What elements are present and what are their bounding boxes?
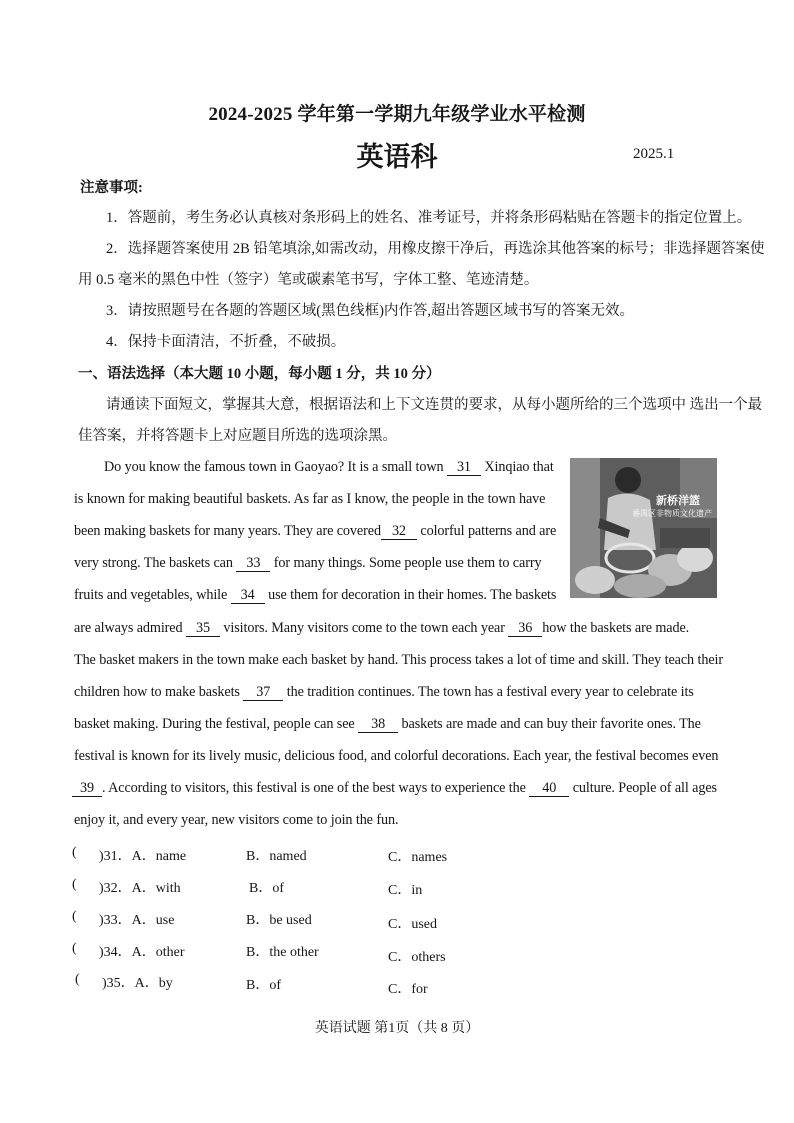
passage-text: basket making. During the festival, people can see xyxy=(74,716,359,732)
question-32-option-b[interactable]: B．of xyxy=(249,881,284,896)
passage-text: culture. People of all ages xyxy=(569,780,717,796)
passage-text: The basket makers in the town make each basket by hand. This process takes a lot of time and skill. They teach their xyxy=(74,652,723,668)
passage-text: are always admired xyxy=(74,620,186,636)
question-35-option-b[interactable]: B．of xyxy=(246,978,281,993)
question-31-option-a[interactable]: )31．A．name xyxy=(99,849,187,864)
question-32-paren: ( xyxy=(72,877,77,892)
question-32-option-c[interactable]: C．in xyxy=(388,883,423,898)
question-31-option-b[interactable]: B．named xyxy=(246,849,307,864)
blank-37: 37 xyxy=(243,684,283,701)
blank-36: 36 xyxy=(508,620,542,637)
passage-text: for many things. Some people use them to carry xyxy=(270,555,542,571)
notice-heading: 注意事项: xyxy=(80,180,143,196)
question-35-option-c[interactable]: C．for xyxy=(388,982,428,997)
photo-illustration xyxy=(570,458,717,598)
basket-weaver-photo xyxy=(570,458,717,598)
passage-line-1 xyxy=(104,459,554,476)
passage-text: fruits and vegetables, while xyxy=(74,587,231,603)
passage-text: . According to visitors, this festival is one of the best ways to experience the xyxy=(102,780,530,796)
question-33-option-b[interactable]: B．be used xyxy=(246,913,312,928)
passage-line-3 xyxy=(74,523,556,540)
question-35-option-a[interactable]: )35．A．by xyxy=(102,976,173,991)
passage-text: colorful patterns and are xyxy=(416,523,557,539)
question-32-option-a[interactable]: )32．A．with xyxy=(99,881,181,896)
blank-40: 40 xyxy=(529,780,569,797)
passage-line-6 xyxy=(74,620,689,637)
question-34-option-a[interactable]: )34．A．other xyxy=(99,945,185,960)
passage-text: is known for making beautiful baskets. As far as I know, the people in the town have xyxy=(74,491,546,507)
exam-date: 2025.1 xyxy=(633,146,675,162)
question-31-option-c[interactable]: C．names xyxy=(388,850,448,865)
passage-line-10 xyxy=(74,748,718,765)
question-31-paren: ( xyxy=(72,845,77,860)
question-33-paren: ( xyxy=(72,909,77,924)
passage-line-11 xyxy=(72,780,717,797)
passage-line-12 xyxy=(74,812,398,829)
blank-31: 31 xyxy=(447,459,481,476)
passage-line-5 xyxy=(74,587,556,604)
notice-item-4: 4．保持卡面清洁，不折叠，不破损。 xyxy=(106,334,346,350)
subject-title: 英语科 xyxy=(356,142,438,173)
passage-line-9 xyxy=(74,716,701,733)
passage-text: Xinqiao that xyxy=(480,459,554,475)
passage-text: enjoy it, and every year, new visitors come to join the fun. xyxy=(74,812,399,828)
passage-text: the tradition continues. The town has a festival every year to celebrate its xyxy=(283,684,694,700)
notice-item-1: 1．答题前，考生务必认真核对条形码上的姓名、准考证号，并将条形码粘贴在答题卡的指定位置上。 xyxy=(106,210,752,226)
question-34-option-b[interactable]: B．the other xyxy=(246,945,319,960)
blank-34: 34 xyxy=(231,587,265,604)
question-34-paren: ( xyxy=(72,941,77,956)
exam-title: 2024-2025 学年第一学期九年级学业水平检测 xyxy=(208,104,586,125)
notice-item-2: 2．选择题答案使用 2B 铅笔填涂,如需改动，用橡皮擦干净后，再选涂其他答案的标号；非选择题答案使 xyxy=(106,241,765,257)
section-instruction: 请通读下面短文，掌握其大意，根据语法和上下文连贯的要求，从每小题所给的三个选项中 选出一个最 xyxy=(106,397,763,413)
passage-line-8 xyxy=(74,684,694,701)
page-footer: 英语试题 第1页（共 8 页） xyxy=(314,1021,480,1036)
section-heading: 一、语法选择（本大题 10 小题，每小题 1 分，共 10 分） xyxy=(78,366,441,382)
passage-text: baskets are made and can buy their favorite ones. The xyxy=(398,716,701,732)
question-34-option-c[interactable]: C．others xyxy=(388,950,446,965)
question-35-paren: ( xyxy=(75,972,80,987)
passage-text: been making baskets for many years. They are covered xyxy=(74,523,381,539)
blank-32: 32 xyxy=(381,523,417,540)
blank-38: 38 xyxy=(358,716,398,733)
passage-line-4 xyxy=(74,555,541,572)
passage-text: visitors. Many visitors come to the town each year xyxy=(219,620,509,636)
blank-35: 35 xyxy=(186,620,220,637)
photo-caption-subtitle: 番禺区非物质文化遗产 xyxy=(632,509,712,518)
blank-33: 33 xyxy=(236,555,270,572)
passage-line-2 xyxy=(74,491,545,508)
passage-text: use them for decoration in their homes. The baskets xyxy=(264,587,557,603)
passage-text: festival is known for its lively music, delicious food, and colorful decorations. Each year, the festival becomes even xyxy=(74,748,719,764)
passage-text: children how to make baskets xyxy=(74,684,244,700)
blank-39: 39 xyxy=(72,780,102,797)
notice-item-2-cont: 用 0.5 毫米的黑色中性（签字）笔或碳素笔书写，字体工整、笔迹清楚。 xyxy=(78,272,539,288)
passage-line-7 xyxy=(74,652,723,669)
passage-text: Do you know the famous town in Gaoyao? It is a small town xyxy=(104,459,447,475)
photo-caption-title: 新桥洋篮 xyxy=(656,494,700,507)
passage-text: very strong. The baskets can xyxy=(74,555,237,571)
notice-item-3: 3．请按照题号在各题的答题区域(黑色线框)内作答,超出答题区域书写的答案无效。 xyxy=(106,303,635,319)
question-33-option-a[interactable]: )33．A．use xyxy=(99,913,175,928)
passage-text: how the baskets are made. xyxy=(542,620,690,636)
section-instruction-cont: 佳答案，并将答题卡上对应题目所选的选项涂黑。 xyxy=(78,428,397,444)
question-33-option-c[interactable]: C．used xyxy=(388,917,437,932)
